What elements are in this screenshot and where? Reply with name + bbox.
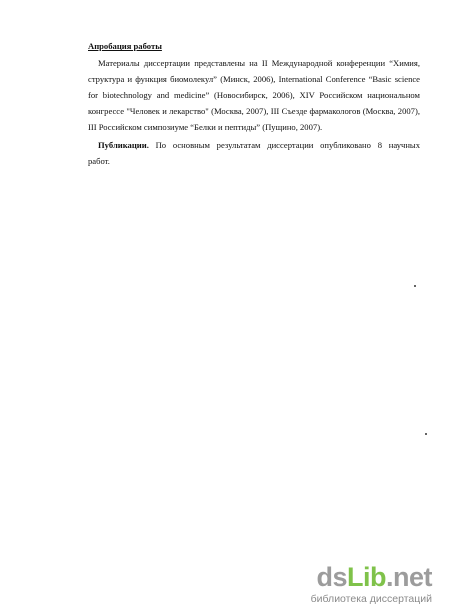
scan-speck [414,285,416,287]
section-heading-approbation: Апробация работы [88,41,162,51]
paragraph-line: Материалы диссертации представлены на II Международной конференции “Химия, [98,58,420,68]
paragraph-line: for biotechnology and medicine” (Новосибирск, 2006), XIV Российском национальном [88,90,420,100]
dslib-logo: dsLib.net [316,562,432,592]
publications-line-end: работ. [88,156,110,166]
dslib-subtitle: библиотека диссертаций [310,593,432,605]
scan-speck [425,433,427,435]
paragraph-line: конгрессе "Человек и лекарство" (Москва, 2007), III Съезде фармакологов (Москва, 2007), [88,106,420,116]
dslib-watermark [296,562,432,608]
publications-label: Публикации. [98,140,149,150]
publications-text: По основным результатам диссертации опубликовано 8 научных [148,140,420,150]
publications-line [98,140,420,150]
paragraph-line: III Российском симпозиуме “Белки и пептиды” (Пущино, 2007). [88,122,323,132]
paragraph-line: структура и функция биомолекул” (Минск, 2006), International Conference “Basic science [88,74,420,84]
